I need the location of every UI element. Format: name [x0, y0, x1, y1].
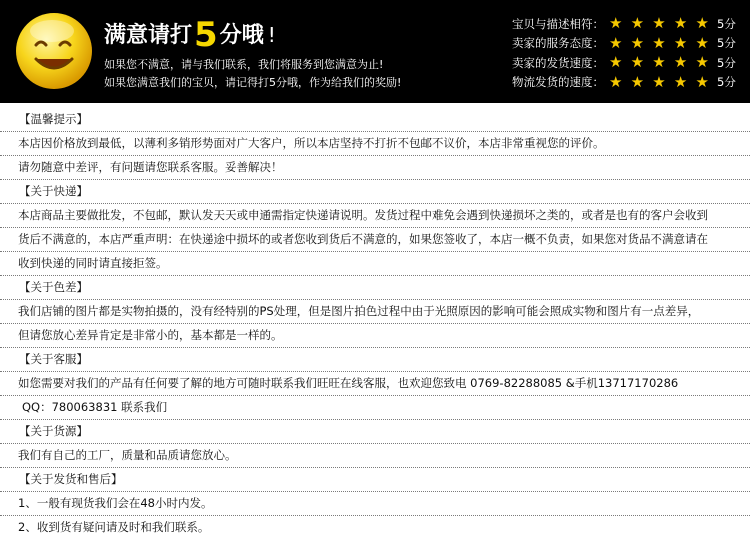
star-icon: ★ — [652, 72, 666, 91]
rating-score: 5分 — [717, 16, 736, 31]
star-icon: ★ — [609, 14, 623, 33]
section-heading-tips: 【温馨提示】 — [0, 108, 750, 132]
star-icon: ★ — [652, 53, 666, 72]
star-rating — [609, 55, 709, 70]
star-rating — [609, 72, 709, 91]
header-banner — [0, 0, 750, 103]
rating-label: 卖家的发货速度： — [512, 55, 604, 70]
store-notice — [0, 108, 750, 540]
star-rating — [609, 16, 709, 31]
star-icon: ★ — [609, 72, 623, 91]
star-icon: ★ — [630, 72, 645, 91]
banner-title-suffix: 分哦 — [219, 23, 264, 48]
rating-row — [512, 53, 744, 73]
rating-score: 5分 — [717, 36, 736, 51]
section-heading-shipping: 【关于快递】 — [0, 180, 750, 204]
star-icon: ★ — [673, 72, 688, 91]
banner-title — [104, 15, 276, 55]
source-line-1: 我们有自己的工厂，质量和品质请您放心。 — [0, 444, 750, 468]
star-icon: ★ — [630, 14, 645, 33]
color-line-1: 我们店铺的图片都是实物拍摄的，没有经特别的PS处理，但是图片拍色过程中由于光照原因的影响可能会照成实物和图片有一点差异， — [0, 300, 750, 324]
star-icon: ★ — [695, 53, 709, 72]
tips-line-2: 请勿随意中差评，有问题请您联系客服。妥善解决！ — [0, 156, 750, 180]
rating-row — [512, 73, 744, 93]
section-heading-service: 【关于客服】 — [0, 348, 750, 372]
star-icon: ★ — [652, 14, 666, 33]
star-icon: ★ — [630, 33, 645, 52]
aftersale-line-2: 2、收到货有疑问请及时和我们联系。 — [18, 520, 210, 534]
rating-label: 宝贝与描述相符： — [512, 16, 604, 31]
section-heading-source: 【关于货源】 — [0, 420, 750, 444]
star-icon: ★ — [673, 33, 688, 52]
banner-title-prefix: 满意请打 — [104, 23, 193, 48]
star-icon: ★ — [695, 33, 709, 52]
star-icon: ★ — [609, 53, 623, 72]
rating-label: 卖家的服务态度： — [512, 36, 604, 51]
star-icon: ★ — [652, 33, 666, 52]
service-qq-contact: QQ：780063831 联系我们 — [0, 396, 750, 420]
ratings-panel — [512, 14, 744, 92]
rating-label: 物流发货的速度： — [512, 75, 604, 90]
section-heading-color: 【关于色差】 — [0, 276, 750, 300]
rating-row — [512, 34, 744, 54]
banner-title-number: 5 — [194, 15, 218, 55]
star-rating — [609, 33, 709, 52]
star-icon: ★ — [630, 53, 645, 72]
star-icon: ★ — [673, 53, 688, 72]
tips-line-1: 本店因价格放到最低，以薄利多销形势面对广大客户，所以本店坚持不打折不包邮不议价，本店非常重视您的评价。 — [0, 132, 750, 156]
rating-score: 5分 — [717, 55, 736, 70]
star-icon: ★ — [695, 72, 709, 91]
shipping-line-2: 货后不满意的，本店严重声明：在快递途中损坏的或者您收到货后不满意的，如果您签收了，本店一概不负责，如果您对货品不满意请在 — [0, 228, 750, 252]
smiley-face-icon — [14, 11, 94, 91]
rating-score: 5分 — [717, 75, 736, 90]
banner-subtitle-1: 如果您不满意，请与我们联系，我们将服务到您满意为止! — [104, 58, 384, 71]
banner-title-exclaim: ! — [267, 23, 276, 47]
shipping-line-1: 本店商品主要做批发，不包邮，默认发天天或申通需指定快递请说明。发货过程中难免会遇到快递损坏之类的，或者是也有的客户会收到 — [0, 204, 750, 228]
section-heading-aftersale: 【关于发货和售后】 — [0, 468, 750, 492]
star-icon: ★ — [695, 14, 709, 33]
banner-subtitle-2: 如果您满意我们的宝贝，请记得打5分哦，作为给我们的奖励! — [104, 76, 402, 89]
aftersale-line-1: 1、一般有现货我们会在48小时内发。 — [0, 492, 750, 516]
service-line-1: 如您需要对我们的产品有任何要了解的地方可随时联系我们旺旺在线客服，也欢迎您致电 0769-82288085 &手机13717170286 — [0, 372, 750, 396]
color-line-2: 但请您放心差异肯定是非常小的，基本都是一样的。 — [0, 324, 750, 348]
rating-row — [512, 14, 744, 34]
shipping-line-3: 收到快递的同时请直接拒签。 — [0, 252, 750, 276]
star-icon: ★ — [609, 33, 623, 52]
star-icon: ★ — [673, 14, 688, 33]
